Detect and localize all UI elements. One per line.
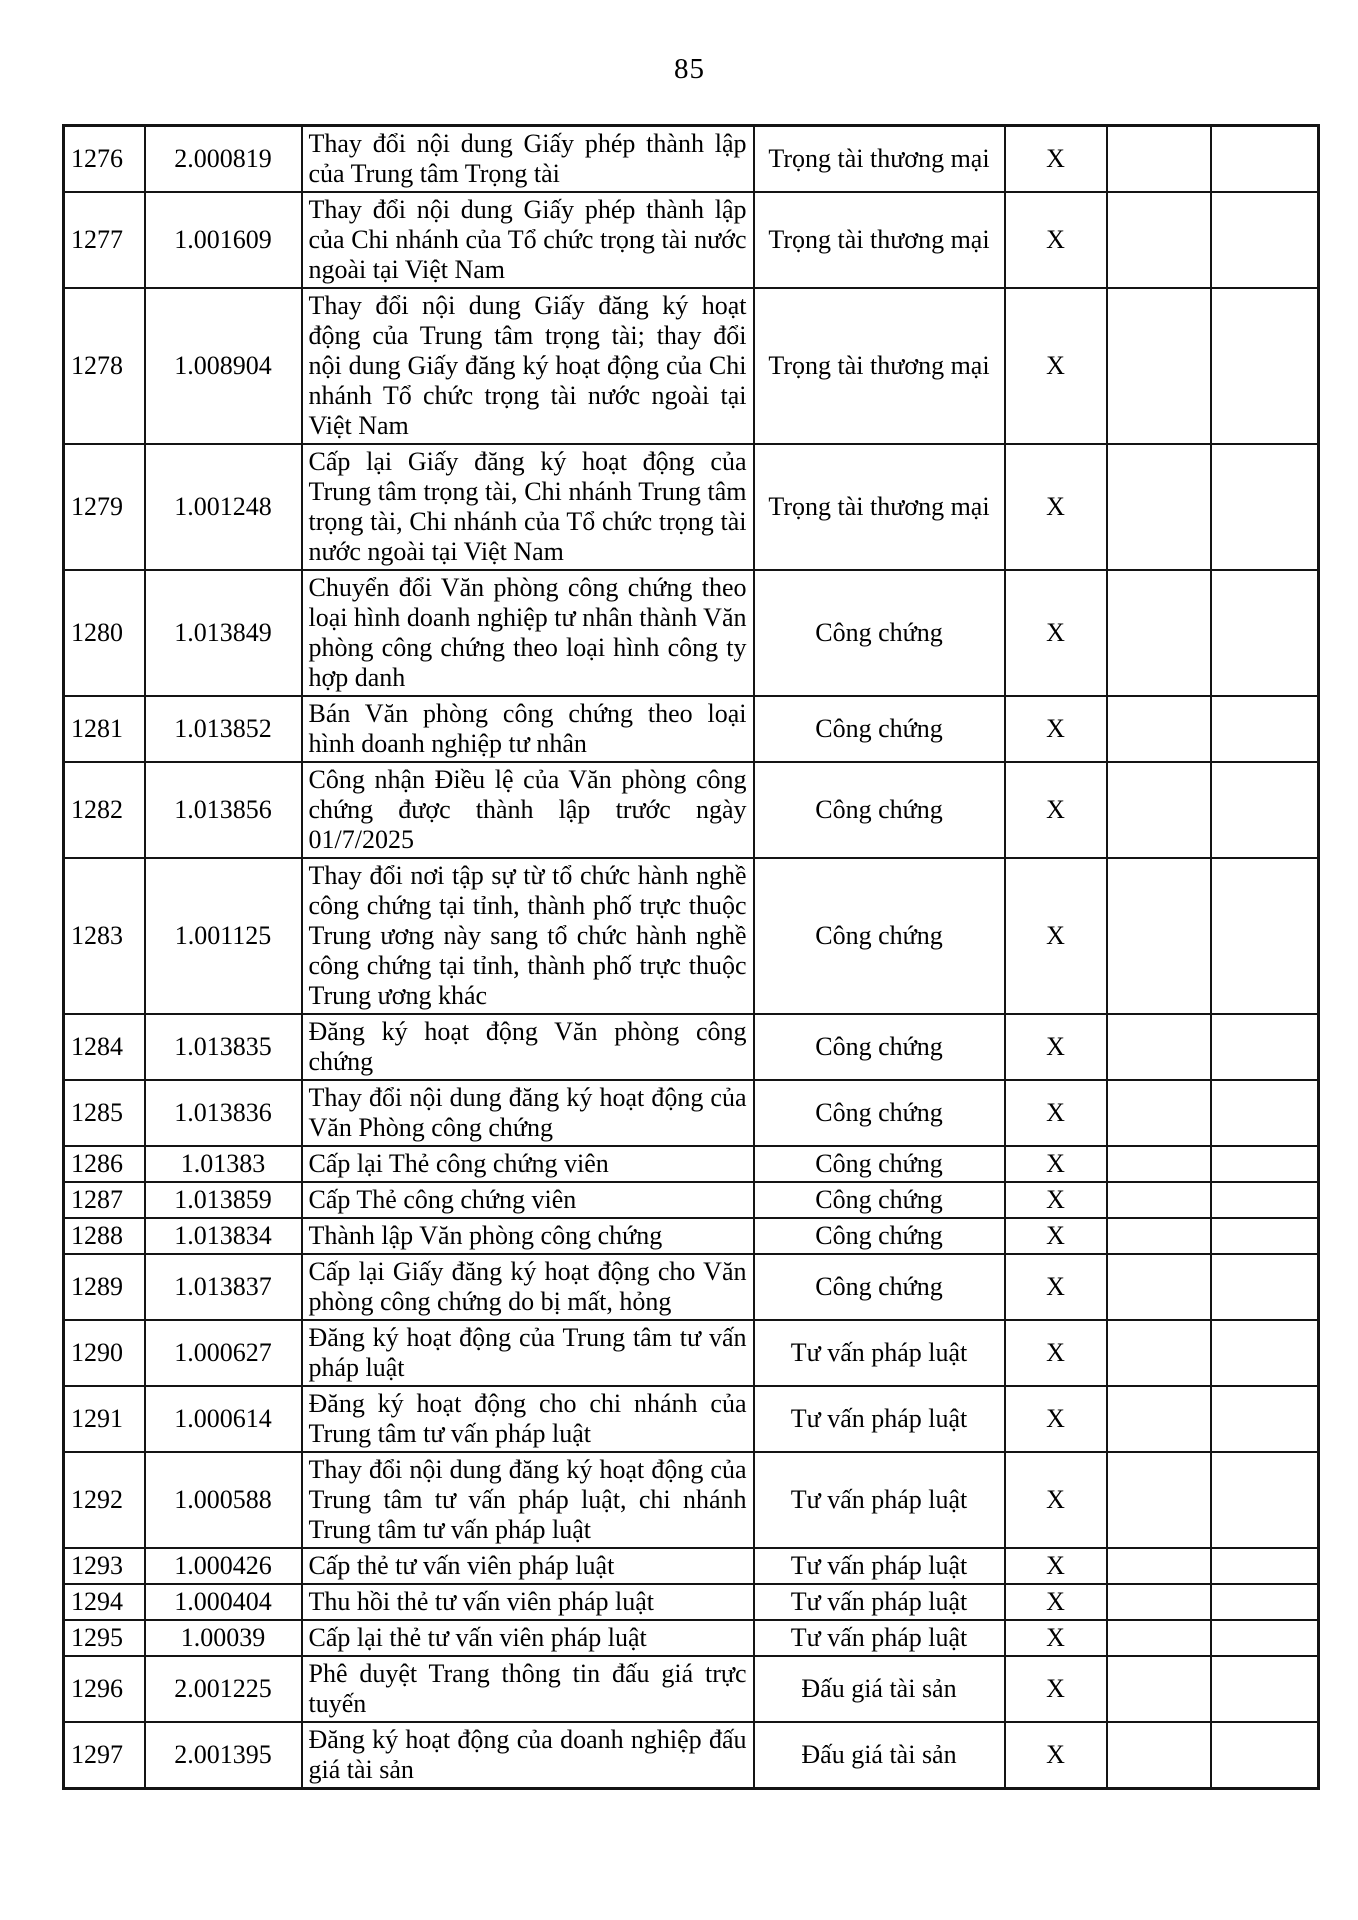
table-row bbox=[64, 1182, 1319, 1218]
row-index-cell: 1285 bbox=[64, 1080, 145, 1146]
mark-cell: X bbox=[1005, 1722, 1107, 1789]
empty-cell-2 bbox=[1211, 1146, 1319, 1182]
procedure-code-cell: 1.01383 bbox=[145, 1146, 302, 1182]
procedure-description-cell: Thay đổi nội dung Giấy phép thành lập của Trung tâm Trọng tài bbox=[302, 126, 754, 193]
mark-cell: X bbox=[1005, 1146, 1107, 1182]
procedure-description-cell: Thay đổi nội dung đăng ký hoạt động của Trung tâm tư vấn pháp luật, chi nhánh Trung tâm tư vấn pháp luật bbox=[302, 1452, 754, 1548]
procedure-code-cell: 1.000588 bbox=[145, 1452, 302, 1548]
procedures-table-body bbox=[64, 126, 1319, 1789]
procedure-description-cell: Đăng ký hoạt động của Trung tâm tư vấn pháp luật bbox=[302, 1320, 754, 1386]
table-row bbox=[64, 126, 1319, 193]
mark-cell: X bbox=[1005, 1386, 1107, 1452]
procedures-table bbox=[62, 124, 1320, 1790]
row-index-cell: 1283 bbox=[64, 858, 145, 1014]
empty-cell-2 bbox=[1211, 1218, 1319, 1254]
empty-cell-2 bbox=[1211, 1254, 1319, 1320]
mark-cell: X bbox=[1005, 192, 1107, 288]
empty-cell-2 bbox=[1211, 192, 1319, 288]
empty-cell-1 bbox=[1107, 1620, 1211, 1656]
table-row bbox=[64, 1656, 1319, 1722]
row-index-cell: 1296 bbox=[64, 1656, 145, 1722]
procedure-category-cell: Công chứng bbox=[754, 696, 1005, 762]
procedure-category-cell: Đấu giá tài sản bbox=[754, 1722, 1005, 1789]
mark-cell: X bbox=[1005, 1014, 1107, 1080]
empty-cell-2 bbox=[1211, 444, 1319, 570]
procedure-code-cell: 1.013836 bbox=[145, 1080, 302, 1146]
empty-cell-1 bbox=[1107, 444, 1211, 570]
procedure-category-cell: Công chứng bbox=[754, 1254, 1005, 1320]
row-index-cell: 1290 bbox=[64, 1320, 145, 1386]
empty-cell-1 bbox=[1107, 1386, 1211, 1452]
procedure-code-cell: 1.013835 bbox=[145, 1014, 302, 1080]
table-row bbox=[64, 762, 1319, 858]
row-index-cell: 1279 bbox=[64, 444, 145, 570]
procedure-description-cell: Cấp lại Giấy đăng ký hoạt động cho Văn phòng công chứng do bị mất, hỏng bbox=[302, 1254, 754, 1320]
mark-cell: X bbox=[1005, 1182, 1107, 1218]
empty-cell-2 bbox=[1211, 1620, 1319, 1656]
empty-cell-2 bbox=[1211, 858, 1319, 1014]
procedure-code-cell: 1.001125 bbox=[145, 858, 302, 1014]
mark-cell: X bbox=[1005, 1548, 1107, 1584]
empty-cell-2 bbox=[1211, 1320, 1319, 1386]
procedure-category-cell: Công chứng bbox=[754, 858, 1005, 1014]
table-row bbox=[64, 1254, 1319, 1320]
row-index-cell: 1294 bbox=[64, 1584, 145, 1620]
row-index-cell: 1278 bbox=[64, 288, 145, 444]
mark-cell: X bbox=[1005, 858, 1107, 1014]
procedure-category-cell: Tư vấn pháp luật bbox=[754, 1452, 1005, 1548]
procedure-code-cell: 2.001395 bbox=[145, 1722, 302, 1789]
procedure-description-cell: Đăng ký hoạt động của doanh nghiệp đấu giá tài sản bbox=[302, 1722, 754, 1789]
table-row bbox=[64, 1386, 1319, 1452]
empty-cell-1 bbox=[1107, 762, 1211, 858]
mark-cell: X bbox=[1005, 1620, 1107, 1656]
empty-cell-2 bbox=[1211, 1182, 1319, 1218]
procedure-category-cell: Trọng tài thương mại bbox=[754, 444, 1005, 570]
procedure-description-cell: Thay đổi nội dung Giấy phép thành lập của Chi nhánh của Tổ chức trọng tài nước ngoài tại Việt Nam bbox=[302, 192, 754, 288]
row-index-cell: 1286 bbox=[64, 1146, 145, 1182]
procedure-code-cell: 1.013852 bbox=[145, 696, 302, 762]
procedure-code-cell: 1.000627 bbox=[145, 1320, 302, 1386]
procedure-category-cell: Đấu giá tài sản bbox=[754, 1656, 1005, 1722]
mark-cell: X bbox=[1005, 696, 1107, 762]
mark-cell: X bbox=[1005, 126, 1107, 193]
empty-cell-2 bbox=[1211, 1080, 1319, 1146]
empty-cell-1 bbox=[1107, 696, 1211, 762]
procedure-code-cell: 2.001225 bbox=[145, 1656, 302, 1722]
empty-cell-1 bbox=[1107, 1014, 1211, 1080]
mark-cell: X bbox=[1005, 444, 1107, 570]
empty-cell-2 bbox=[1211, 1548, 1319, 1584]
row-index-cell: 1293 bbox=[64, 1548, 145, 1584]
row-index-cell: 1281 bbox=[64, 696, 145, 762]
mark-cell: X bbox=[1005, 1656, 1107, 1722]
procedure-description-cell: Bán Văn phòng công chứng theo loại hình doanh nghiệp tư nhân bbox=[302, 696, 754, 762]
table-row bbox=[64, 570, 1319, 696]
empty-cell-2 bbox=[1211, 288, 1319, 444]
procedure-category-cell: Công chứng bbox=[754, 1182, 1005, 1218]
table-row bbox=[64, 1548, 1319, 1584]
empty-cell-1 bbox=[1107, 126, 1211, 193]
procedure-code-cell: 1.000426 bbox=[145, 1548, 302, 1584]
procedure-category-cell: Trọng tài thương mại bbox=[754, 288, 1005, 444]
row-index-cell: 1289 bbox=[64, 1254, 145, 1320]
procedure-category-cell: Công chứng bbox=[754, 1218, 1005, 1254]
empty-cell-1 bbox=[1107, 1254, 1211, 1320]
table-row bbox=[64, 1722, 1319, 1789]
procedure-description-cell: Chuyển đổi Văn phòng công chứng theo loại hình doanh nghiệp tư nhân thành Văn phòng công chứng theo loại hình công ty hợp danh bbox=[302, 570, 754, 696]
row-index-cell: 1284 bbox=[64, 1014, 145, 1080]
procedure-description-cell: Đăng ký hoạt động Văn phòng công chứng bbox=[302, 1014, 754, 1080]
row-index-cell: 1276 bbox=[64, 126, 145, 193]
empty-cell-2 bbox=[1211, 1584, 1319, 1620]
procedure-category-cell: Trọng tài thương mại bbox=[754, 192, 1005, 288]
procedure-category-cell: Tư vấn pháp luật bbox=[754, 1584, 1005, 1620]
procedure-description-cell: Cấp Thẻ công chứng viên bbox=[302, 1182, 754, 1218]
page-number: 85 bbox=[674, 53, 705, 85]
empty-cell-1 bbox=[1107, 1320, 1211, 1386]
procedure-description-cell: Đăng ký hoạt động cho chi nhánh của Trung tâm tư vấn pháp luật bbox=[302, 1386, 754, 1452]
procedure-category-cell: Tư vấn pháp luật bbox=[754, 1620, 1005, 1656]
mark-cell: X bbox=[1005, 1254, 1107, 1320]
empty-cell-1 bbox=[1107, 570, 1211, 696]
procedure-description-cell: Cấp lại Thẻ công chứng viên bbox=[302, 1146, 754, 1182]
mark-cell: X bbox=[1005, 288, 1107, 444]
empty-cell-1 bbox=[1107, 1722, 1211, 1789]
procedure-category-cell: Công chứng bbox=[754, 1146, 1005, 1182]
empty-cell-2 bbox=[1211, 696, 1319, 762]
table-row bbox=[64, 696, 1319, 762]
table-row bbox=[64, 1146, 1319, 1182]
procedure-description-cell: Thành lập Văn phòng công chứng bbox=[302, 1218, 754, 1254]
table-row bbox=[64, 1584, 1319, 1620]
mark-cell: X bbox=[1005, 1452, 1107, 1548]
row-index-cell: 1282 bbox=[64, 762, 145, 858]
row-index-cell: 1297 bbox=[64, 1722, 145, 1789]
row-index-cell: 1287 bbox=[64, 1182, 145, 1218]
empty-cell-2 bbox=[1211, 762, 1319, 858]
mark-cell: X bbox=[1005, 762, 1107, 858]
empty-cell-1 bbox=[1107, 1656, 1211, 1722]
procedure-code-cell: 1.000404 bbox=[145, 1584, 302, 1620]
empty-cell-2 bbox=[1211, 126, 1319, 193]
empty-cell-1 bbox=[1107, 288, 1211, 444]
empty-cell-2 bbox=[1211, 570, 1319, 696]
table-row bbox=[64, 858, 1319, 1014]
row-index-cell: 1277 bbox=[64, 192, 145, 288]
procedure-category-cell: Tư vấn pháp luật bbox=[754, 1386, 1005, 1452]
procedure-category-cell: Công chứng bbox=[754, 1014, 1005, 1080]
table-row bbox=[64, 1014, 1319, 1080]
procedure-category-cell: Trọng tài thương mại bbox=[754, 126, 1005, 193]
row-index-cell: 1292 bbox=[64, 1452, 145, 1548]
procedure-code-cell: 1.013834 bbox=[145, 1218, 302, 1254]
procedure-description-cell: Cấp lại thẻ tư vấn viên pháp luật bbox=[302, 1620, 754, 1656]
table-row bbox=[64, 444, 1319, 570]
empty-cell-2 bbox=[1211, 1386, 1319, 1452]
procedure-category-cell: Công chứng bbox=[754, 570, 1005, 696]
empty-cell-1 bbox=[1107, 1584, 1211, 1620]
empty-cell-2 bbox=[1211, 1722, 1319, 1789]
procedure-code-cell: 1.013849 bbox=[145, 570, 302, 696]
row-index-cell: 1291 bbox=[64, 1386, 145, 1452]
procedure-category-cell: Tư vấn pháp luật bbox=[754, 1548, 1005, 1584]
empty-cell-1 bbox=[1107, 1452, 1211, 1548]
table-row bbox=[64, 1080, 1319, 1146]
procedure-category-cell: Công chứng bbox=[754, 1080, 1005, 1146]
empty-cell-1 bbox=[1107, 1146, 1211, 1182]
empty-cell-1 bbox=[1107, 858, 1211, 1014]
procedure-description-cell: Thay đổi nội dung đăng ký hoạt động của Văn Phòng công chứng bbox=[302, 1080, 754, 1146]
procedure-description-cell: Thu hồi thẻ tư vấn viên pháp luật bbox=[302, 1584, 754, 1620]
table-row bbox=[64, 1218, 1319, 1254]
table-row bbox=[64, 192, 1319, 288]
procedure-code-cell: 1.013837 bbox=[145, 1254, 302, 1320]
table-row bbox=[64, 1320, 1319, 1386]
mark-cell: X bbox=[1005, 1320, 1107, 1386]
procedure-description-cell: Thay đổi nơi tập sự từ tổ chức hành nghề công chứng tại tỉnh, thành phố trực thuộc Trung ương này sang tổ chức hành nghề công chứng tại tỉnh, thành phố trực thuộc Trung ương khác bbox=[302, 858, 754, 1014]
procedure-description-cell: Công nhận Điều lệ của Văn phòng công chứng được thành lập trước ngày 01/7/2025 bbox=[302, 762, 754, 858]
procedure-code-cell: 1.008904 bbox=[145, 288, 302, 444]
mark-cell: X bbox=[1005, 1584, 1107, 1620]
procedure-code-cell: 1.013859 bbox=[145, 1182, 302, 1218]
row-index-cell: 1295 bbox=[64, 1620, 145, 1656]
empty-cell-2 bbox=[1211, 1014, 1319, 1080]
mark-cell: X bbox=[1005, 570, 1107, 696]
procedure-code-cell: 1.001248 bbox=[145, 444, 302, 570]
procedure-category-cell: Công chứng bbox=[754, 762, 1005, 858]
row-index-cell: 1280 bbox=[64, 570, 145, 696]
empty-cell-2 bbox=[1211, 1452, 1319, 1548]
procedure-description-cell: Thay đổi nội dung Giấy đăng ký hoạt động của Trung tâm trọng tài; thay đổi nội dung Giấy đăng ký hoạt động của Chi nhánh Tổ chức trọng tài nước ngoài tại Việt Nam bbox=[302, 288, 754, 444]
empty-cell-1 bbox=[1107, 1080, 1211, 1146]
empty-cell-1 bbox=[1107, 1182, 1211, 1218]
procedure-code-cell: 1.001609 bbox=[145, 192, 302, 288]
empty-cell-1 bbox=[1107, 1218, 1211, 1254]
procedure-code-cell: 2.000819 bbox=[145, 126, 302, 193]
table-row bbox=[64, 1452, 1319, 1548]
row-index-cell: 1288 bbox=[64, 1218, 145, 1254]
procedure-description-cell: Phê duyệt Trang thông tin đấu giá trực tuyến bbox=[302, 1656, 754, 1722]
procedure-code-cell: 1.00039 bbox=[145, 1620, 302, 1656]
mark-cell: X bbox=[1005, 1080, 1107, 1146]
procedure-category-cell: Tư vấn pháp luật bbox=[754, 1320, 1005, 1386]
table-row bbox=[64, 288, 1319, 444]
table-row bbox=[64, 1620, 1319, 1656]
mark-cell: X bbox=[1005, 1218, 1107, 1254]
empty-cell-2 bbox=[1211, 1656, 1319, 1722]
procedure-description-cell: Cấp thẻ tư vấn viên pháp luật bbox=[302, 1548, 754, 1584]
empty-cell-1 bbox=[1107, 1548, 1211, 1584]
procedure-code-cell: 1.000614 bbox=[145, 1386, 302, 1452]
procedure-description-cell: Cấp lại Giấy đăng ký hoạt động của Trung tâm trọng tài, Chi nhánh Trung tâm trọng tài, Chi nhánh của Tổ chức trọng tài nước ngoài tại Việt Nam bbox=[302, 444, 754, 570]
procedure-code-cell: 1.013856 bbox=[145, 762, 302, 858]
empty-cell-1 bbox=[1107, 192, 1211, 288]
